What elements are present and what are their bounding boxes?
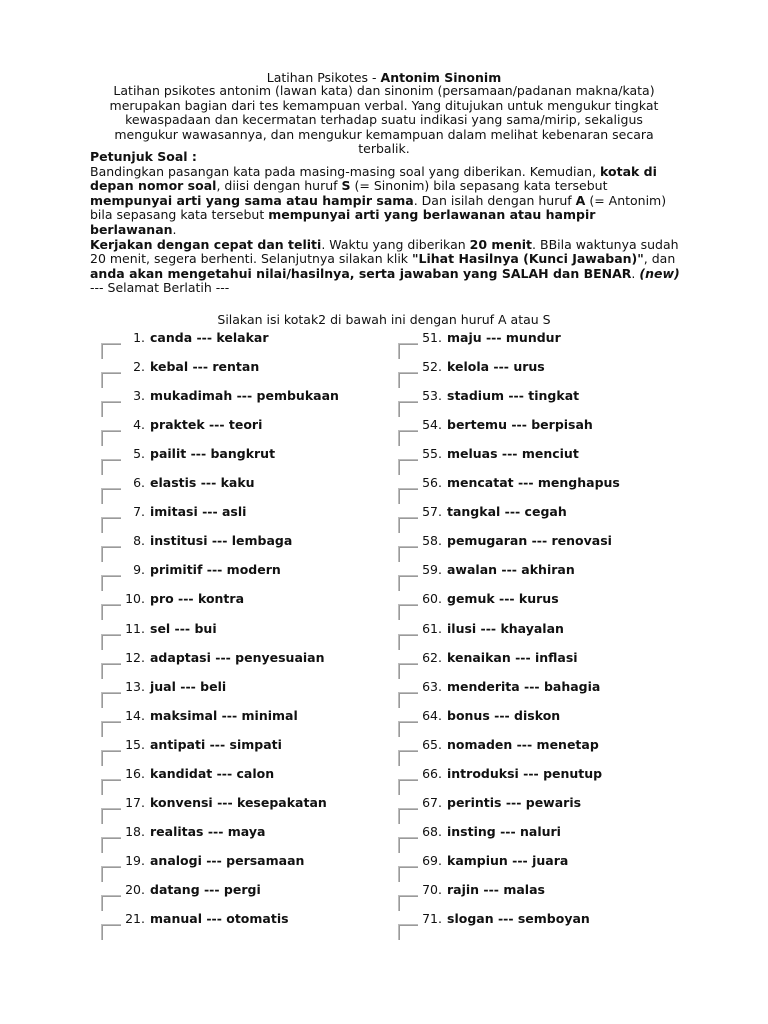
word-pair: awalan --- akhiran <box>447 562 575 578</box>
word-pair: kelola --- urus <box>447 359 545 375</box>
question-row <box>0 678 601 708</box>
question-number: 51. <box>422 330 442 345</box>
word-pair: slogan --- semboyan <box>447 911 590 926</box>
word-pair: institusi --- lembaga <box>150 533 293 549</box>
question-row <box>0 562 575 591</box>
question-number: 68. <box>422 823 442 839</box>
word-pair: mukadimah --- pembukaan <box>150 388 339 404</box>
word-pair: maksimal --- minimal <box>150 707 298 723</box>
instr-bold: mempunyai arti yang sama atau hampir sama <box>90 192 414 208</box>
question-number: 63. <box>422 678 442 694</box>
question-row <box>0 852 569 882</box>
word-pair: jual --- beli <box>150 678 227 694</box>
question-row <box>0 388 580 417</box>
instr-text: Bandingkan pasangan kata pada masing-masing soal yang diberikan. Kemudian, <box>90 163 601 179</box>
word-pair: introduksi --- penutup <box>447 765 603 781</box>
instr-text: . Waktu yang diberikan <box>321 236 470 252</box>
answer-box[interactable] <box>398 488 418 504</box>
fill-prompt: Silakan isi kotak2 di bawah ini dengan huruf A atau S <box>217 312 551 327</box>
instr-text: . BBila waktunya sudah 20 menit, segera berhenti. Selanjutnya silakan klik <box>90 236 679 267</box>
answer-box[interactable] <box>398 372 418 388</box>
question-number: 71. <box>422 911 442 926</box>
word-pair: gemuk --- kurus <box>447 591 559 607</box>
word-pair: tangkal --- cegah <box>447 504 567 520</box>
instr-new-tag: (new) <box>639 265 680 281</box>
word-pair: ilusi --- khayalan <box>447 620 564 636</box>
instr-link[interactable]: "Lihat Hasilnya (Kunci Jawaban)" <box>412 251 644 267</box>
word-pair: perintis --- pewaris <box>447 794 582 810</box>
word-pair: insting --- naluri <box>447 823 561 839</box>
question-number: 18. <box>125 823 145 839</box>
question-row <box>0 446 579 475</box>
instr-text: , diisi dengan huruf <box>216 178 342 194</box>
question-number: 20. <box>125 881 145 897</box>
word-pair: datang --- pergi <box>150 881 261 897</box>
answer-box[interactable] <box>398 837 418 853</box>
question-row <box>0 911 590 940</box>
question-row <box>0 765 603 795</box>
question-number: 19. <box>125 852 145 868</box>
question-number: 64. <box>422 707 442 723</box>
word-pair: bertemu --- berpisah <box>447 417 593 433</box>
instr-text: --- Selamat Berlatih --- <box>90 280 230 296</box>
title-bold: Antonim Sinonim <box>380 70 502 85</box>
answer-box[interactable] <box>398 401 418 417</box>
question-number: 7. <box>133 504 145 520</box>
question-number: 10. <box>125 591 145 607</box>
instr-text: . <box>172 221 177 237</box>
word-pair: kenaikan --- inflasi <box>447 649 578 665</box>
word-pair: kebal --- rentan <box>150 359 260 375</box>
question-number: 6. <box>133 475 145 491</box>
question-number: 61. <box>422 620 442 636</box>
answer-box[interactable] <box>398 546 418 562</box>
question-number: 12. <box>125 649 145 665</box>
question-number: 5. <box>133 446 145 462</box>
answer-box[interactable] <box>398 430 418 446</box>
word-pair: manual --- otomatis <box>150 911 289 926</box>
word-pair: bonus --- diskon <box>447 707 561 723</box>
question-row <box>0 417 593 446</box>
question-number: 55. <box>422 446 442 462</box>
word-pair: kandidat --- calon <box>150 765 275 781</box>
question-row <box>0 707 561 737</box>
answer-box[interactable] <box>398 750 418 766</box>
question-number: 58. <box>422 533 442 549</box>
question-number: 67. <box>422 794 442 810</box>
word-pair: stadium --- tingkat <box>447 388 580 404</box>
instr-bold: mempunyai arti yang berlawanan atau hampir berlawanan <box>90 207 596 237</box>
question-number: 8. <box>133 533 145 549</box>
question-number: 52. <box>422 359 442 375</box>
question-row <box>0 330 561 359</box>
answer-box[interactable] <box>398 517 418 533</box>
question-number: 56. <box>422 475 442 491</box>
question-row <box>0 736 599 766</box>
word-pair: antipati --- simpati <box>150 736 282 752</box>
question-number: 15. <box>125 736 145 752</box>
word-pair: rajin --- malas <box>447 881 545 897</box>
question-number: 57. <box>422 504 442 520</box>
question-row <box>0 359 545 388</box>
word-pair: imitasi --- asli <box>150 504 247 520</box>
answer-box[interactable] <box>398 459 418 475</box>
instr-text: , dan <box>643 251 676 267</box>
word-pair: mencatat --- menghapus <box>447 475 620 491</box>
word-pair: pailit --- bangkrut <box>150 446 276 462</box>
instr-bold: anda akan mengetahui nilai/hasilnya, serta jawaban yang SALAH dan BENAR <box>90 265 632 281</box>
word-pair: realitas --- maya <box>150 823 266 839</box>
question-number: 62. <box>422 649 442 665</box>
answer-box[interactable] <box>398 604 418 620</box>
word-pair: kampiun --- juara <box>447 852 569 868</box>
question-row <box>0 533 612 562</box>
instr-bold: S <box>341 178 351 194</box>
question-number: 66. <box>422 765 442 781</box>
word-pair: analogi --- persamaan <box>150 852 305 868</box>
instr-bold: A <box>575 192 586 208</box>
answer-box[interactable] <box>398 721 418 737</box>
question-row <box>0 620 564 650</box>
question-number: 54. <box>422 417 442 433</box>
word-pair: canda --- kelakar <box>150 330 269 345</box>
instr-text: (= Sinonim) bila sepasang kata tersebut <box>350 178 608 194</box>
question-row <box>0 475 620 504</box>
question-row <box>0 649 578 679</box>
answer-box[interactable] <box>398 575 418 591</box>
word-pair: maju --- mundur <box>447 330 561 345</box>
question-number: 70. <box>422 881 442 897</box>
answer-box[interactable] <box>398 924 418 940</box>
question-row <box>0 823 561 853</box>
question-row <box>0 591 559 620</box>
word-pair: nomaden --- menetap <box>447 736 599 752</box>
question-number: 21. <box>125 911 145 926</box>
question-number: 65. <box>422 736 442 752</box>
word-pair: menderita --- bahagia <box>447 678 601 694</box>
question-number: 59. <box>422 562 442 578</box>
answer-box[interactable] <box>398 866 418 882</box>
word-pair: elastis --- kaku <box>150 475 255 491</box>
question-number: 4. <box>133 417 145 433</box>
title-prefix: Latihan Psikotes - <box>266 70 381 85</box>
answer-box[interactable] <box>398 343 418 359</box>
question-number: 2. <box>133 359 145 375</box>
instr-text: (= Antonim) bila sepasang kata tersebut <box>90 192 667 223</box>
answer-box[interactable] <box>398 663 418 679</box>
question-row <box>0 794 582 824</box>
question-row <box>0 881 545 911</box>
instructions <box>90 150 680 296</box>
question-number: 9. <box>133 562 145 578</box>
question-number: 1. <box>133 330 145 345</box>
question-number: 13. <box>125 678 145 694</box>
instr-text: . <box>631 265 640 281</box>
word-pair: pro --- kontra <box>150 591 245 607</box>
question-number: 3. <box>133 388 145 404</box>
question-number: 17. <box>125 794 145 810</box>
instr-text: . Dan isilah dengan huruf <box>413 192 576 208</box>
instructions-heading: Petunjuk Soal : <box>90 149 197 164</box>
question-number: 11. <box>125 620 145 636</box>
answer-box[interactable] <box>398 634 418 650</box>
word-pair: adaptasi --- penyesuaian <box>150 649 325 665</box>
word-pair: meluas --- menciut <box>447 446 579 462</box>
answer-box[interactable] <box>398 895 418 911</box>
question-number: 53. <box>422 388 442 404</box>
question-number: 60. <box>422 591 442 607</box>
word-pair: konvensi --- kesepakatan <box>150 794 327 810</box>
intro-paragraph: Latihan psikotes antonim (lawan kata) dan sinonim (persamaan/padanan makna/kata) merupakan bagian dari tes kemampuan verbal. Yang ditujukan untuk mengukur tingkat kewaspadaan dan kecermatan terhadap suatu indikasi yang sama/mirip, sekaligus mengukur wawasannya, dan mengukur kemampuan dalam melihat kebenaran secara terbalik. <box>109 83 659 157</box>
instr-bold: kotak di depan nomor soal <box>90 163 657 194</box>
instr-bold: Kerjakan dengan cepat dan teliti <box>90 236 322 252</box>
word-pair: primitif --- modern <box>150 562 281 578</box>
answer-box[interactable] <box>398 692 418 708</box>
question-number: 14. <box>125 707 145 723</box>
instr-bold: 20 menit <box>469 236 533 252</box>
word-pair: praktek --- teori <box>150 417 263 433</box>
question-number: 16. <box>125 765 145 781</box>
question-number: 69. <box>422 852 442 868</box>
word-pair: sel --- bui <box>150 620 217 636</box>
word-pair: pemugaran --- renovasi <box>447 533 612 549</box>
answer-box[interactable] <box>398 779 418 795</box>
question-row <box>0 504 567 533</box>
answer-box[interactable] <box>398 808 418 824</box>
